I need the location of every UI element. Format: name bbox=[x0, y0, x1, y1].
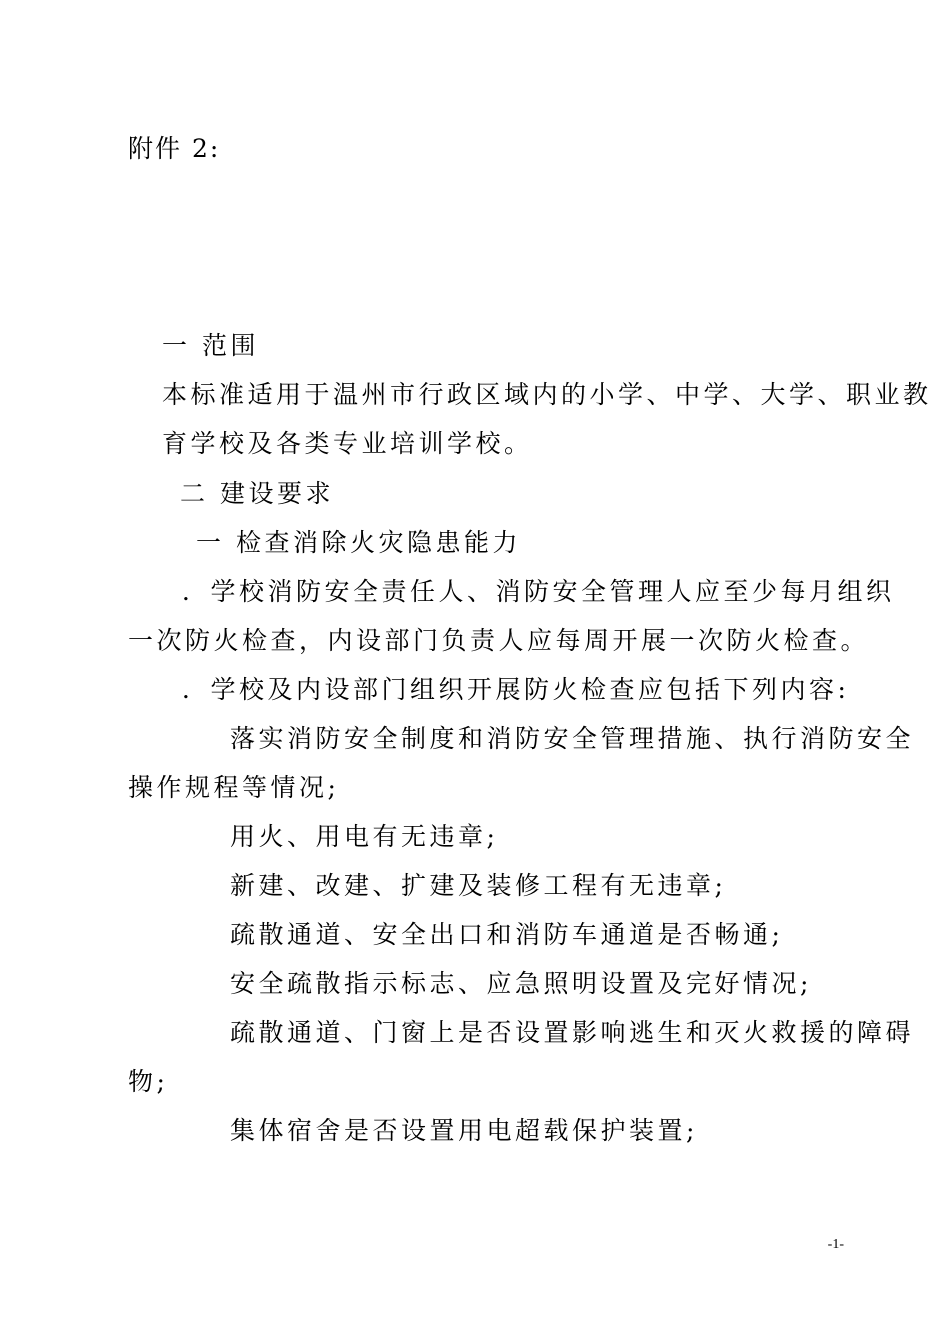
section-heading-requirements: 二 建设要求 bbox=[180, 479, 334, 508]
item-1-line-2: 一次防火检查，内设部门负责人应每周开展一次防火检查。 bbox=[128, 626, 870, 655]
scope-text-line-2: 育学校及各类专业培训学校。 bbox=[162, 429, 533, 458]
check-item-5: 安全疏散指示标志、应急照明设置及完好情况; bbox=[230, 969, 812, 998]
check-item-7: 集体宿舍是否设置用电超载保护装置; bbox=[230, 1116, 698, 1145]
scope-text-line-1: 本标准适用于温州市行政区域内的小学、中学、大学、职业教 bbox=[162, 380, 932, 409]
check-item-1-line-1: 落实消防安全制度和消防安全管理措施、执行消防安全 bbox=[230, 724, 915, 753]
check-item-1-line-2: 操作规程等情况; bbox=[128, 773, 340, 802]
check-item-2: 用火、用电有无违章; bbox=[230, 822, 499, 851]
check-item-4: 疏散通道、安全出口和消防车通道是否畅通; bbox=[230, 920, 784, 949]
attachment-label: 附件 2: bbox=[128, 134, 221, 163]
check-item-6-line-1: 疏散通道、门窗上是否设置影响逃生和灭火救援的障碍 bbox=[230, 1018, 915, 1047]
section-heading-scope: 一 范围 bbox=[162, 331, 259, 360]
page-number: -1- bbox=[827, 1237, 844, 1252]
item-1-line-1: ．学校消防安全责任人、消防安全管理人应至少每月组织 bbox=[182, 577, 895, 606]
check-item-6-line-2: 物; bbox=[128, 1067, 169, 1096]
check-item-3: 新建、改建、扩建及装修工程有无违章; bbox=[230, 871, 727, 900]
subsection-heading-inspection: 一 检查消除火灾隐患能力 bbox=[196, 528, 521, 557]
item-2-text: ．学校及内设部门组织开展防火检查应包括下列内容: bbox=[182, 675, 850, 704]
